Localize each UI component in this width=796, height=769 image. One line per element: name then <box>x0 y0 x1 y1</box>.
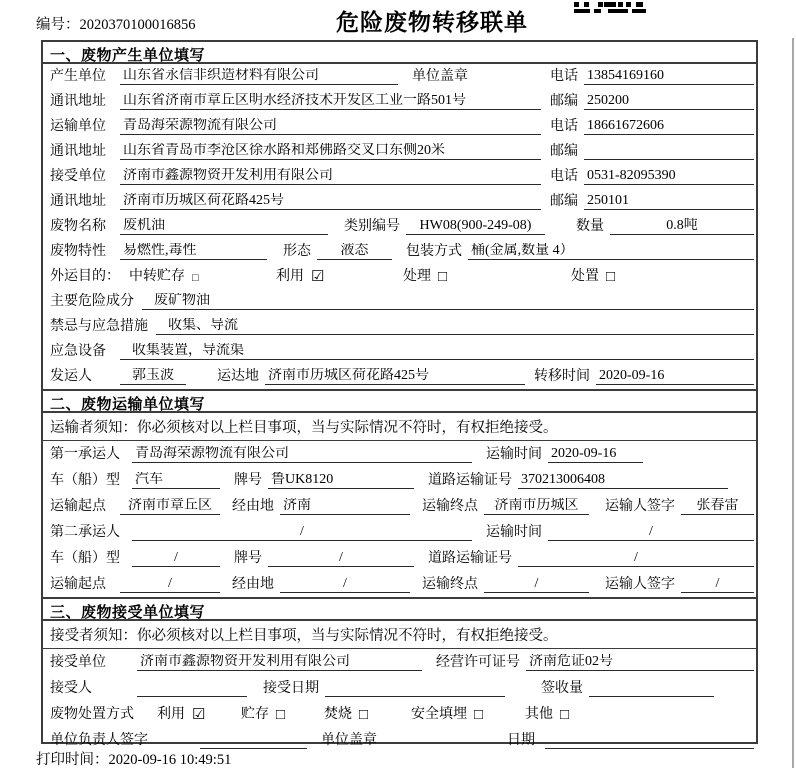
purpose-row <box>43 264 756 289</box>
zip2-label: 邮编 <box>550 144 578 159</box>
end2-value: / <box>484 576 589 593</box>
print-time-label: 打印时间： <box>36 752 109 768</box>
qr-code-fragment <box>574 0 646 18</box>
transfer-time-label: 转移时间 <box>534 369 590 384</box>
phone2-value: 18661672606 <box>584 118 754 135</box>
emergency-equipment-row <box>43 339 756 364</box>
address3-label: 通讯地址 <box>50 194 106 209</box>
seal-label: 单位盖章 <box>412 69 468 84</box>
waste-name-row <box>43 214 756 239</box>
end2-label: 运输终点 <box>422 577 478 592</box>
category-label: 类别编号 <box>344 219 400 234</box>
checkbox-unchecked-icon: □ <box>606 269 616 285</box>
sign1-label: 运输人签字 <box>605 499 675 514</box>
signed-qty-value <box>589 680 714 697</box>
checkbox-unchecked-icon: □ <box>474 707 484 723</box>
phone1-label: 电话 <box>550 69 578 84</box>
accept-person-row <box>43 675 756 701</box>
transporter-label: 运输单位 <box>50 119 106 134</box>
second-carrier-row <box>43 519 756 545</box>
first-carrier-row <box>43 441 756 467</box>
origin2-label: 运输起点 <box>50 577 106 592</box>
cert1-value: 370213006408 <box>518 472 728 489</box>
route2-row <box>43 571 756 597</box>
hazard-label: 主要危险成分 <box>50 294 134 309</box>
checkbox-checked-icon: ☑ <box>192 707 206 723</box>
accept-date-value <box>325 680 505 697</box>
receiver-label: 接受单位 <box>50 169 106 184</box>
section3-notice: 接受者须知：你必须核对以上栏目事项，当与实际情况不符时，有权拒绝接受。 <box>43 621 756 649</box>
route1-row <box>43 493 756 519</box>
vehicle1-row <box>43 467 756 493</box>
accept-date-label: 接受日期 <box>263 681 319 696</box>
checkbox-checked-icon: ☑ <box>311 269 325 285</box>
page-right-edge <box>792 38 794 768</box>
zip1-value: 250200 <box>584 93 754 110</box>
address1-value: 山东省济南市章丘区明水经济技术开发区工业一路501号 <box>120 93 541 110</box>
unit-seal-label: 单位盖章 <box>321 733 377 748</box>
waste-name-value: 废机油 <box>120 218 328 235</box>
destination-value: 济南市历城区荷花路425号 <box>265 368 525 385</box>
zip2-value <box>584 143 754 160</box>
receiver-row <box>43 164 756 189</box>
vehicle2-row <box>43 545 756 571</box>
accept-unit-label: 接受单位 <box>50 655 106 670</box>
cert2-value: / <box>518 550 754 567</box>
via2-label: 经由地 <box>232 577 274 592</box>
sign2-label: 运输人签字 <box>605 577 675 592</box>
disposal-option-utilize: 利用 ☑ <box>157 707 206 723</box>
print-time-value: 2020-09-16 10:49:51 <box>108 752 232 768</box>
cert2-label: 道路运输证号 <box>428 551 512 566</box>
producer-address-row <box>43 89 756 114</box>
section2-title: 二、废物运输单位填写 <box>43 389 756 413</box>
time2-label: 运输时间 <box>486 525 542 540</box>
accept-person-value <box>137 680 247 697</box>
via2-value: / <box>280 576 410 593</box>
quantity-label: 数量 <box>576 219 604 234</box>
form-value: 液态 <box>317 243 392 260</box>
transporter-address-row <box>43 139 756 164</box>
category-value: HW08(900-249-08) <box>406 218 545 235</box>
vehicle1-value: 汽车 <box>132 472 220 489</box>
print-time <box>36 748 231 769</box>
purpose-label: 外运目的： <box>50 269 120 284</box>
accept-unit-value: 济南市鑫源物资开发利用有限公司 <box>137 654 422 671</box>
sign2-value: / <box>681 576 754 593</box>
via1-label: 经由地 <box>232 499 274 514</box>
license-label: 经营许可证号 <box>436 655 520 670</box>
origin1-label: 运输起点 <box>50 499 106 514</box>
checkbox-unchecked-icon: □ <box>359 707 369 723</box>
destination-label: 运达地 <box>217 369 259 384</box>
carrier2-value: / <box>132 524 472 541</box>
transporter-row <box>43 114 756 139</box>
doc-number <box>36 13 196 34</box>
checkbox-unchecked-icon: □ <box>192 272 199 284</box>
shipper-value: 郭玉波 <box>120 368 186 385</box>
form-label: 形态 <box>283 244 311 259</box>
date-label: 日期 <box>507 733 535 748</box>
address2-label: 通讯地址 <box>50 144 106 159</box>
address2-value: 山东省青岛市李沧区徐水路和郑佛路交叉口东侧20米 <box>120 143 541 160</box>
carrier1-value: 青岛海荣源物流有限公司 <box>132 446 472 463</box>
time1-value: 2020-09-16 <box>548 446 643 463</box>
taboo-value: 收集、导流 <box>156 318 754 335</box>
checkbox-unchecked-icon: □ <box>560 707 570 723</box>
signed-qty-label: 签收量 <box>541 681 583 696</box>
purpose-option-dispose: 处置 □ <box>571 269 616 285</box>
section2-notice: 运输者须知：你必须核对以上栏目事项，当与实际情况不符时，有权拒绝接受。 <box>43 413 756 441</box>
vehicle2-label: 车（船）型 <box>50 551 120 566</box>
packing-value: 桶(金属,数量 4） <box>468 243 754 260</box>
equipment-value: 收集装置，导流渠 <box>120 343 754 360</box>
producer-label: 产生单位 <box>50 69 106 84</box>
phone3-value: 0531-82095390 <box>584 168 754 185</box>
waste-name-label: 废物名称 <box>50 219 106 234</box>
purpose-option-transfer-storage: 中转贮存 □ <box>129 269 199 284</box>
responsible-value <box>200 732 307 749</box>
doc-number-value: 2020370100016856 <box>79 17 196 33</box>
date-value <box>545 732 754 749</box>
cert1-label: 道路运输证号 <box>428 473 512 488</box>
shipper-row <box>43 364 756 389</box>
plate1-value: 鲁UK8120 <box>268 472 414 489</box>
page-title: 危险废物转移联单 <box>336 10 528 35</box>
taboo-measures-row <box>43 314 756 339</box>
address1-label: 通讯地址 <box>50 94 106 109</box>
receiver-value: 济南市鑫源物资开发利用有限公司 <box>120 168 541 185</box>
disposal-option-incinerate: 焚烧 □ <box>324 707 369 723</box>
characteristics-value: 易燃性,毒性 <box>120 243 267 260</box>
time2-value: / <box>548 524 754 541</box>
disposal-option-other: 其他 □ <box>525 707 570 723</box>
zip1-label: 邮编 <box>550 94 578 109</box>
license-value: 济南危证02号 <box>526 654 754 671</box>
plate2-label: 牌号 <box>234 551 262 566</box>
vehicle1-label: 车（船）型 <box>50 473 120 488</box>
waste-characteristics-row <box>43 239 756 264</box>
shipper-label: 发运人 <box>50 369 92 384</box>
address3-value: 济南市历城区荷花路425号 <box>120 193 541 210</box>
checkbox-unchecked-icon: □ <box>276 707 286 723</box>
doc-number-label: 编号： <box>36 17 80 33</box>
equipment-label: 应急设备 <box>50 344 106 359</box>
characteristics-label: 废物特性 <box>50 244 106 259</box>
producer-value: 山东省永信非织造材料有限公司 <box>120 68 398 85</box>
transporter-value: 青岛海荣源物流有限公司 <box>120 118 541 135</box>
phone2-label: 电话 <box>550 119 578 134</box>
time1-label: 运输时间 <box>486 447 542 462</box>
packing-label: 包装方式 <box>406 244 462 259</box>
plate2-value: / <box>268 550 414 567</box>
vehicle2-value: / <box>132 550 220 567</box>
manifest-form <box>41 40 758 748</box>
zip3-value: 250101 <box>584 193 754 210</box>
origin2-value: / <box>120 576 220 593</box>
producer-row <box>43 64 756 89</box>
disposal-method-row <box>43 701 756 727</box>
zip3-label: 邮编 <box>550 194 578 209</box>
disposal-label: 废物处置方式 <box>50 707 134 722</box>
responsible-label: 单位负责人签字 <box>50 733 148 748</box>
phone3-label: 电话 <box>550 169 578 184</box>
hazard-components-row <box>43 289 756 314</box>
quantity-value: 0.8吨 <box>610 218 754 235</box>
checkbox-unchecked-icon: □ <box>438 269 448 285</box>
accept-unit-row <box>43 649 756 675</box>
hazard-value: 废矿物油 <box>142 293 754 310</box>
origin1-value: 济南市章丘区 <box>120 498 220 515</box>
accept-person-label: 接受人 <box>50 681 92 696</box>
phone1-value: 13854169160 <box>584 68 754 85</box>
end1-value: 济南市历城区 <box>484 498 589 515</box>
sign1-value: 张春雷 <box>681 498 754 515</box>
end1-label: 运输终点 <box>422 499 478 514</box>
transfer-time-value: 2020-09-16 <box>596 368 754 385</box>
taboo-label: 禁忌与应急措施 <box>50 319 148 334</box>
plate1-label: 牌号 <box>234 473 262 488</box>
carrier1-label: 第一承运人 <box>50 447 120 462</box>
disposal-option-store: 贮存 □ <box>241 707 286 723</box>
receiver-address-row <box>43 189 756 214</box>
disposal-option-landfill: 安全填埋 □ <box>411 707 484 723</box>
purpose-option-utilize: 利用 ☑ <box>276 269 325 285</box>
purpose-option-treat: 处理 □ <box>403 269 448 285</box>
carrier2-label: 第二承运人 <box>50 525 120 540</box>
section3-title: 三、废物接受单位填写 <box>43 597 756 621</box>
via1-value: 济南 <box>280 498 410 515</box>
section1-title: 一、废物产生单位填写 <box>43 42 756 64</box>
